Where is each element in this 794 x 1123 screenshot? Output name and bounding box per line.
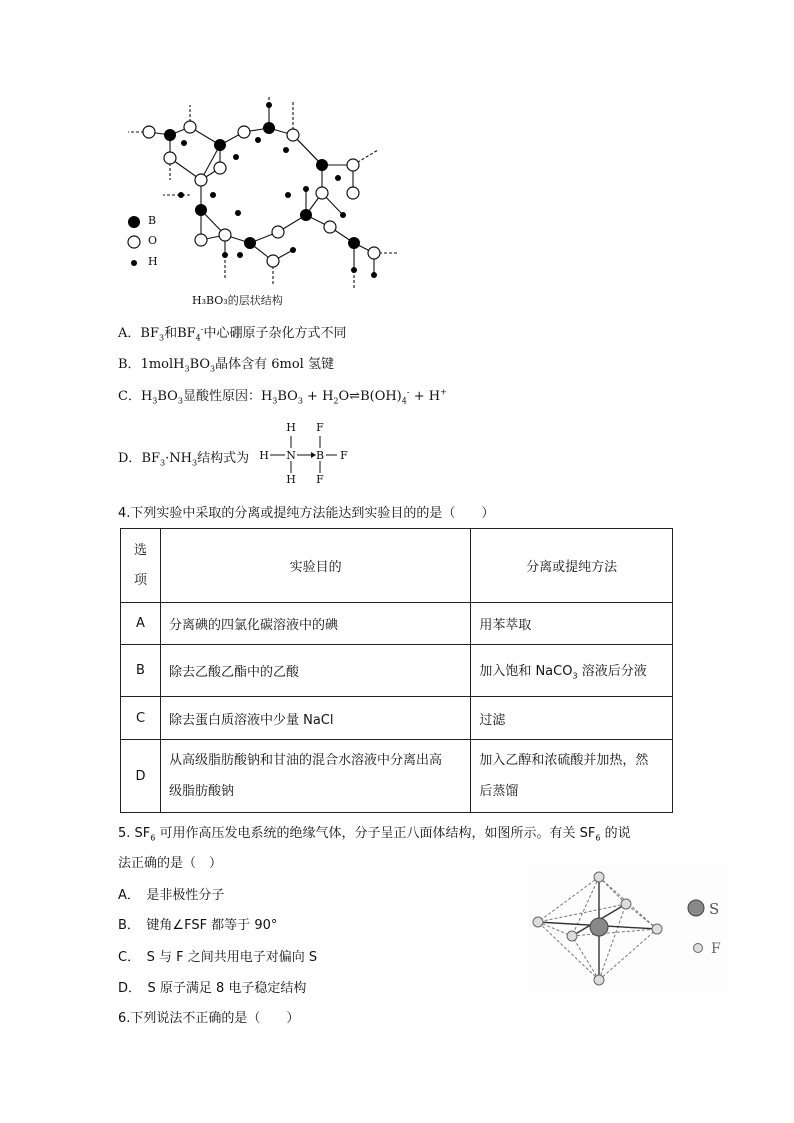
boron-atom [300,209,312,221]
hydrogen-atom [290,247,296,253]
atom-h-bottom: H [286,473,296,486]
oxygen-atom [214,162,226,174]
row-purpose: 分离碘的四氯化碳溶液中的碘 [160,603,470,645]
table-header-row [121,529,673,603]
q4-stem: 4.下列实验中采取的分离或提纯方法能达到实验目的的是（ ） [118,506,495,521]
oxygen-atom [347,159,359,171]
f-atom-icon [533,917,543,927]
hydrogen-atom [210,192,216,198]
oxygen-atom [164,152,176,164]
boric-acid-figure [118,95,418,295]
hydrogen-atom [178,192,184,198]
oxygen-atom [324,221,336,233]
boron-atom [348,237,360,249]
row-method: 过滤 [471,697,673,740]
row-option: C [121,697,161,740]
oxygen-atom [195,234,207,246]
hydrogen-atom [371,272,377,278]
row-option: B [121,645,161,697]
hydrogen-atom [335,175,341,181]
boron-atom [263,122,275,134]
boron-atom [164,129,176,141]
row-method: 加入乙醇和浓硫酸并加热，然 后蒸馏 [471,740,673,813]
s-atom-icon [590,918,608,936]
bf3-nh3-structure-diagram [258,418,358,488]
oxygen-atom [219,229,231,241]
sf6-octahedron-diagram [528,866,728,990]
hydrogen-atom [351,267,357,273]
hydrogen-atom [303,186,309,192]
q5-option-c: C． S 与 F 之间共用电子对偏向 S [118,950,318,965]
row-method: 用苯萃取 [471,603,673,645]
header-option: 选 项 [121,529,161,603]
f-atom-icon [594,975,604,985]
q5-stem-line1: 5. $SF_6$ 可用作高压发电系统的绝缘气体，分子呈正八面体结构，如图所示。有关 $SF_6$ 的说 [118,826,631,843]
oxygen-atom [347,187,359,199]
oxygen-atom [238,126,250,138]
atom-n: N [286,449,296,462]
oxygen-atom [316,187,328,199]
atom-f-top: F [316,421,324,434]
header-method: 分离或提纯方法 [471,529,673,603]
legend-o-atom-icon [128,236,140,248]
hydrogen-atom [285,192,291,198]
q6-stem: 6.下列说法不正确的是（ ） [118,1011,300,1026]
hydrogen-atom [255,137,261,143]
legend-h-label: H [148,255,158,268]
table-row [121,603,673,645]
legend-b-label: B [148,214,157,227]
boron-atom [214,139,226,151]
hydrogen-atom [283,147,289,153]
hydrogen-atom [237,252,243,258]
figure-caption: H₃BO₃的层状结构 [192,294,283,307]
experiment-table [120,528,673,813]
q5-option-a: A． 是非极性分子 [118,888,225,903]
hydrogen-atom [222,252,228,258]
hydrogen-atom [235,210,241,216]
q3-option-c: C．$H_3BO_3$显酸性原因：$H_3BO_3$ + $H_2O\rightleftharpoons B(OH)_4^- + H^+$ [118,387,447,406]
oxygen-atom [368,247,380,259]
atom-b: B [315,449,325,462]
row-purpose: 从高级脂肪酸钠和甘油的混合水溶液中分离出高 级脂肪酸钠 [160,740,470,813]
legend-o-label: O [148,234,158,247]
q5-option-b: B． 键角∠FSF 都等于 90° [118,918,278,933]
table-row [121,645,673,697]
atom-f-right: F [340,449,348,462]
atom-f-bottom: F [316,473,324,486]
legend-s-icon [688,900,704,916]
hydrogen-atom [233,154,239,160]
boron-atom [316,159,328,171]
row-option: A [121,603,161,645]
row-purpose: 除去蛋白质溶液中少量 NaCl [160,697,470,740]
f-atom-icon [594,872,604,882]
f-atom-icon [621,899,631,909]
row-purpose: 除去乙酸乙酯中的乙酸 [160,645,470,697]
legend-h-atom-icon [131,260,137,266]
f-atom-icon [567,931,577,941]
q5-option-d: D． S 原子满足 8 电子稳定结构 [118,981,307,996]
q5-stem-line2: 法正确的是（ ） [118,856,223,871]
atom-h-top: H [286,421,296,434]
table-row [121,740,673,813]
oxygen-atom [184,121,196,133]
boron-atom [195,204,207,216]
header-purpose: 实验目的 [160,529,470,603]
boric-acid-structure-diagram [118,95,418,295]
hydrogen-atom [340,212,346,218]
hydrogen-atom [266,102,272,108]
boron-atom [244,237,256,249]
legend-s-label: S [709,900,720,918]
legend-f-icon [694,944,703,953]
oxygen-atom [287,129,299,141]
row-option: D [121,740,161,813]
atom-h-left: H [259,449,269,462]
oxygen-atom [143,126,155,138]
hydrogen-atom [181,140,187,146]
row-method: 加入饱和 NaCO$_3$ 溶液后分液 [471,645,673,697]
q3-option-a: A．$BF_3$和$BF_4^-$中心硼原子杂化方式不同 [118,324,347,343]
legend-f-label: F [711,941,721,957]
oxygen-atom [272,226,284,238]
q3-option-b: B．$1molH_3BO_3$晶体含有 6mol 氢键 [118,357,334,374]
oxygen-atom [267,255,279,267]
q3-option-d: D．$BF_3\cdot NH_3$结构式为 [118,451,250,468]
table-row [121,697,673,740]
legend-b-atom-icon [128,216,140,228]
oxygen-atom [195,174,207,186]
f-atom-icon [652,924,662,934]
